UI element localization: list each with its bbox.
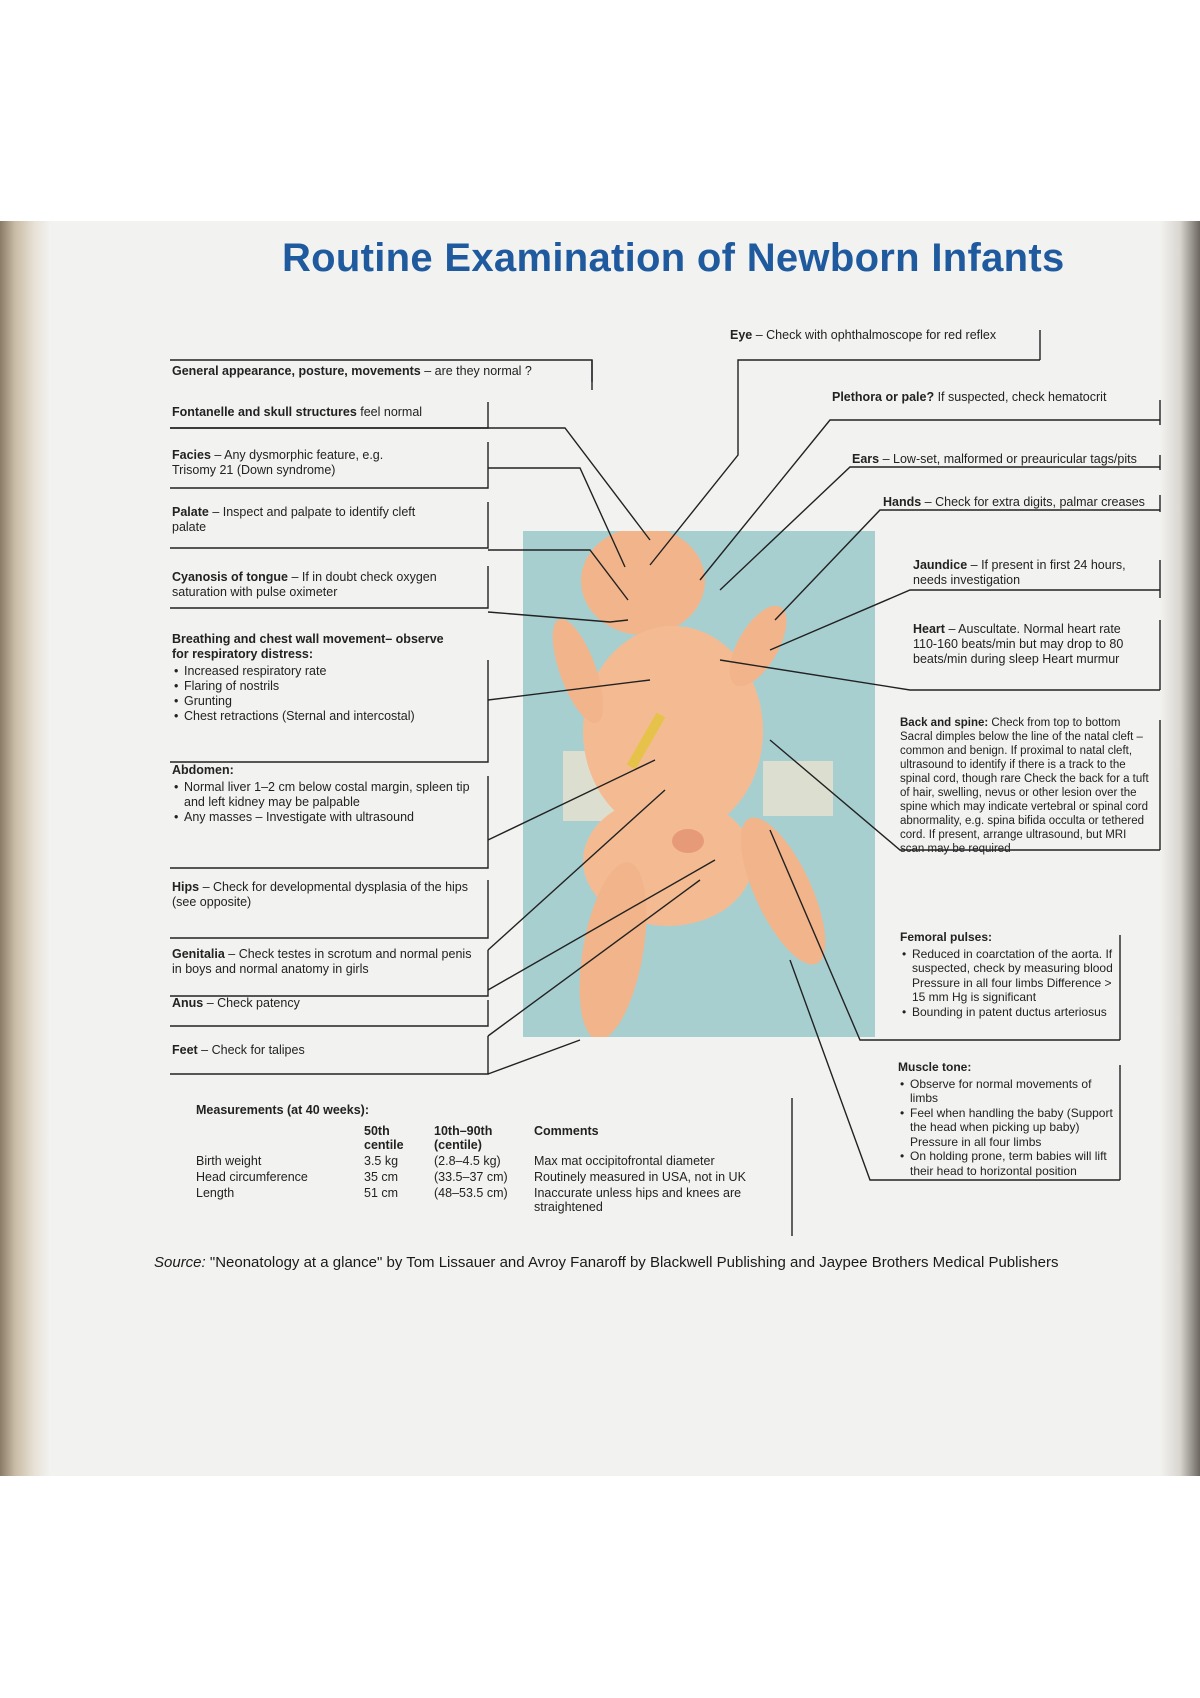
- table-header: 50th centile: [364, 1124, 404, 1152]
- label-anus: Anus – Check patency: [172, 996, 300, 1010]
- femoral-item: • Reduced in coarctation of the aorta. If suspected, check by measuring blood Pressure in all four limbs Difference > 15 mm Hg is significant: [912, 947, 1118, 1005]
- muscle-item: • Observe for normal movements of limbs: [910, 1077, 1116, 1106]
- table-cell: 35 cm: [364, 1170, 399, 1184]
- measurements-title: Measurements (at 40 weeks):: [196, 1103, 369, 1117]
- label-cyanosis: Cyanosis of tongue – If in doubt check oxygen saturation with pulse oximeter: [172, 570, 437, 599]
- table-cell: Routinely measured in USA, not in UK: [534, 1170, 746, 1184]
- label-fontanelle: Fontanelle and skull structures feel normal: [172, 405, 423, 419]
- page-title: Routine Examination of Newborn Infants: [282, 236, 1065, 280]
- table-cell: Length: [196, 1186, 235, 1200]
- table-cell: Head circumference: [196, 1170, 308, 1184]
- measurements-box: [196, 1103, 796, 1215]
- label-general-appearance: General appearance, posture, movements – are they normal ?: [172, 364, 532, 378]
- newborn-photo: [523, 531, 875, 1037]
- label-palate: Palate – Inspect and palpate to identify cleft palate: [172, 505, 416, 534]
- table-cell: (33.5–37 cm): [434, 1170, 508, 1184]
- table-cell: (48–53.5 cm): [434, 1186, 508, 1200]
- label-muscle-tone: Muscle tone: • Observe for normal movements of limbs • Feel when handling the baby (Support the head when picking up baby) Pressure in all four limbs • On holding prone, term babies will lift their head to horizontal position: [898, 1060, 1116, 1178]
- label-back-spine: Back and spine: Check from top to bottom Sacral dimples below the line of the natal cleft – common and benign. If proximal to natal cleft, ultrasound to identify if there is a track to the spinal cord, though rare Check the back for a tuft of hair, swelling, nevus or other lesion over the spine which may indicate vertebral or spinal cord abnormality, e.g. spina bifida occulta or tethered cord. If present, arrange ultrasound, but MRI scan may be required: [900, 717, 1149, 855]
- label-heart: Heart – Auscultate. Normal heart rate 110-160 beats/min but may drop to 80 beats/min during sleep Heart murmur: [913, 622, 1124, 666]
- label-breathing: Breathing and chest wall movement– observe for respiratory distress: • Increased respiratory rate • Flaring of nostrils • Grunting • Chest retractions (Sternal and intercostal): [172, 632, 462, 724]
- table-cell: 3.5 kg: [364, 1154, 399, 1168]
- table-header: Comments: [534, 1124, 599, 1138]
- book-spine-left: [0, 221, 50, 1476]
- book-spine-right: [1160, 221, 1200, 1476]
- table-header: [196, 1123, 364, 1153]
- breathing-item: • Grunting: [184, 694, 462, 709]
- breathing-item: • Flaring of nostrils: [184, 679, 462, 694]
- label-jaundice: Jaundice – If present in first 24 hours, needs investigation: [913, 558, 1126, 587]
- abdomen-item: • Any masses – Investigate with ultrasound: [184, 810, 472, 825]
- label-femoral-pulses: Femoral pulses: • Reduced in coarctation of the aorta. If suspected, check by measuring blood Pressure in all four limbs Difference > 15 mm Hg is significant • Bounding in patent ductus arteriosus: [900, 930, 1118, 1019]
- label-abdomen: Abdomen: • Normal liver 1–2 cm below costal margin, spleen tip and left kidney may be palpable • Any masses – Investigate with ultrasound: [172, 763, 472, 825]
- muscle-item: • On holding prone, term babies will lift their head to horizontal position: [910, 1149, 1116, 1178]
- table-cell: Max mat occipitofrontal diameter: [534, 1154, 715, 1168]
- newborn-illustration: [523, 531, 875, 1037]
- abdomen-item: • Normal liver 1–2 cm below costal margin, spleen tip and left kidney may be palpable: [184, 780, 472, 810]
- label-hands: Hands – Check for extra digits, palmar creases: [883, 495, 1145, 509]
- label-facies: Facies – Any dysmorphic feature, e.g. Trisomy 21 (Down syndrome): [172, 448, 384, 477]
- table-row: [196, 1169, 782, 1185]
- table-cell: Inaccurate unless hips and knees are straightened: [534, 1186, 742, 1214]
- label-eye: Eye – Check with ophthalmoscope for red reflex: [730, 328, 997, 342]
- label-plethora: Plethora or pale? If suspected, check hematocrit: [832, 390, 1107, 404]
- table-cell: Birth weight: [196, 1154, 262, 1168]
- table-header: 10th–90th (centile): [434, 1124, 493, 1152]
- table-cell: (2.8–4.5 kg): [434, 1154, 501, 1168]
- breathing-item: • Increased respiratory rate: [184, 664, 462, 679]
- label-ears: Ears – Low-set, malformed or preauricular tags/pits: [852, 452, 1137, 466]
- table-row: [196, 1185, 782, 1215]
- source-citation: Source: "Neonatology at a glance" by Tom Lissauer and Avroy Fanaroff by Blackwell Publishing and Jaypee Brothers Medical Publishers: [154, 1254, 1059, 1271]
- label-genitalia: Genitalia – Check testes in scrotum and normal penis in boys and normal anatomy in girls: [172, 947, 472, 976]
- table-cell: 51 cm: [364, 1186, 399, 1200]
- table-row: [196, 1153, 782, 1169]
- breathing-item: • Chest retractions (Sternal and intercostal): [184, 709, 462, 724]
- femoral-item: • Bounding in patent ductus arteriosus: [912, 1005, 1118, 1020]
- label-hips: Hips – Check for developmental dysplasia of the hips (see opposite): [172, 880, 468, 909]
- measurements-table: [196, 1123, 782, 1215]
- label-feet: Feet – Check for talipes: [172, 1043, 305, 1057]
- muscle-item: • Feel when handling the baby (Support the head when picking up baby) Pressure in all four limbs: [910, 1106, 1116, 1150]
